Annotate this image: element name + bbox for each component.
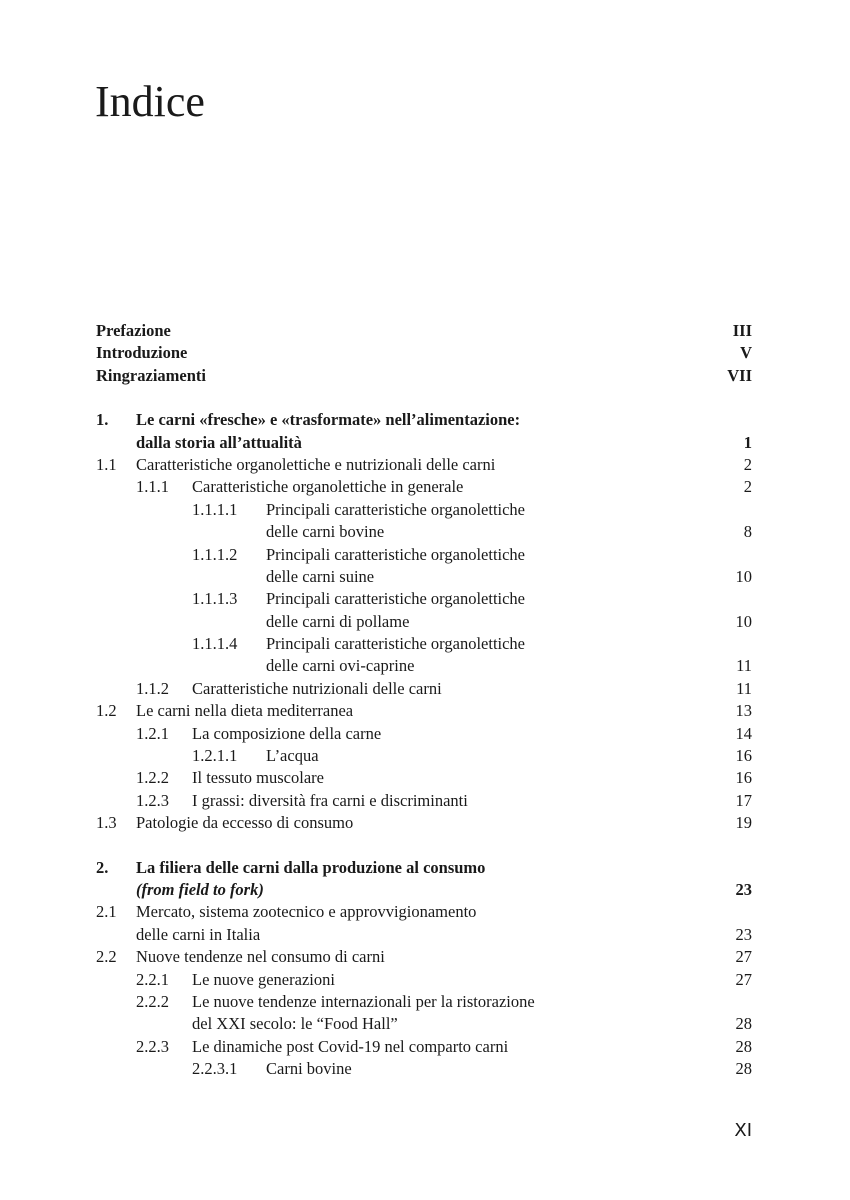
page-number: 10 xyxy=(735,611,752,631)
chapter-number: 1. xyxy=(96,410,109,430)
page-number: 23 xyxy=(735,924,752,944)
entry-title: Le dinamiche post Covid-19 nel comparto carni xyxy=(192,1036,509,1056)
entry-title: Mercato, sistema zootecnico e approvvigionamento xyxy=(136,902,477,922)
page-number: 8 xyxy=(743,522,752,542)
page-number: 28 xyxy=(735,1059,752,1079)
section-number: 2.2 xyxy=(96,947,117,967)
toc-entry-prefazione[interactable] xyxy=(96,320,752,342)
page-number: 1 xyxy=(743,432,752,452)
toc-entry[interactable] xyxy=(96,812,752,834)
entry-title: Principali caratteristiche organolettiche xyxy=(266,634,526,654)
toc-entry[interactable] xyxy=(96,633,752,655)
toc-chapter-1-cont[interactable] xyxy=(96,432,752,454)
entry-title: Caratteristiche nutrizionali delle carni xyxy=(192,678,442,698)
entry-title: del XXI secolo: le “Food Hall” xyxy=(192,1014,398,1034)
toc-entry[interactable] xyxy=(96,499,752,521)
toc-entry[interactable] xyxy=(96,946,752,968)
toc-entry[interactable] xyxy=(96,901,752,923)
page-number: 19 xyxy=(735,813,752,833)
page-number: 2 xyxy=(743,477,752,497)
spacer xyxy=(96,387,752,409)
page-number: 11 xyxy=(736,678,752,698)
section-number: 2.2.3 xyxy=(136,1036,169,1056)
toc-chapter-2-cont[interactable] xyxy=(96,879,752,901)
spacer xyxy=(96,835,752,857)
toc-entry[interactable] xyxy=(96,476,752,498)
section-number: 1.2 xyxy=(96,701,117,721)
section-number: 1.1.2 xyxy=(136,678,169,698)
toc-entry[interactable] xyxy=(96,588,752,610)
section-number: 1.1.1 xyxy=(136,477,169,497)
toc-entry[interactable] xyxy=(96,745,752,767)
entry-title: delle carni in Italia xyxy=(136,924,261,944)
page-number: 27 xyxy=(735,969,752,989)
section-number: 1.3 xyxy=(96,813,117,833)
page-title: Indice xyxy=(95,77,205,126)
section-number: 2.1 xyxy=(96,902,117,922)
entry-title: delle carni bovine xyxy=(266,522,385,542)
page-number: 16 xyxy=(735,768,752,788)
chapter-title: Le carni «fresche» e «trasformate» nell’alimentazione: xyxy=(136,410,521,430)
toc-entry[interactable] xyxy=(96,678,752,700)
page-number: 17 xyxy=(735,790,752,810)
section-number: 1.1.1.4 xyxy=(192,634,238,654)
entry-title: Introduzione xyxy=(96,343,188,363)
page-number: 2 xyxy=(743,454,752,474)
page-number: 10 xyxy=(735,566,752,586)
section-number: 1.2.3 xyxy=(136,790,169,810)
entry-title: Il tessuto muscolare xyxy=(192,768,324,788)
toc-chapter-2[interactable] xyxy=(96,857,752,879)
toc-entry[interactable] xyxy=(96,969,752,991)
section-number: 1.1.1.3 xyxy=(192,589,238,609)
entry-title: L’acqua xyxy=(266,746,319,766)
entry-title: Caratteristiche organolettiche e nutrizionali delle carni xyxy=(136,454,496,474)
entry-title: Le nuove generazioni xyxy=(192,969,335,989)
section-number: 2.2.2 xyxy=(136,991,169,1011)
section-number: 1.1.1.1 xyxy=(192,499,238,519)
entry-title: delle carni di pollame xyxy=(266,611,410,631)
page-number: 11 xyxy=(736,656,752,676)
entry-title: Principali caratteristiche organolettiche xyxy=(266,499,526,519)
toc-entry[interactable] xyxy=(96,790,752,812)
chapter-title: (from field to fork) xyxy=(136,879,264,899)
entry-title: delle carni ovi-caprine xyxy=(266,656,415,676)
page-number: VII xyxy=(727,365,752,385)
entry-title: Carni bovine xyxy=(266,1059,352,1079)
entry-title: delle carni suine xyxy=(266,566,375,586)
section-number: 1.2.1.1 xyxy=(192,746,238,766)
section-number: 1.1.1.2 xyxy=(192,544,238,564)
toc-entry[interactable] xyxy=(96,723,752,745)
section-number: 2.2.1 xyxy=(136,969,169,989)
page-number: 16 xyxy=(735,746,752,766)
toc-entry[interactable] xyxy=(96,544,752,566)
toc-entry-ringraziamenti[interactable] xyxy=(96,365,752,387)
page-number: 13 xyxy=(735,701,752,721)
toc-entry-introduzione[interactable] xyxy=(96,342,752,364)
page-number: 28 xyxy=(735,1014,752,1034)
page-number: 27 xyxy=(735,947,752,967)
toc-chapter-1[interactable] xyxy=(96,409,752,431)
entry-title: Principali caratteristiche organolettiche xyxy=(266,589,526,609)
entry-title: Le carni nella dieta mediterranea xyxy=(136,701,354,721)
entry-title: Principali caratteristiche organolettiche xyxy=(266,544,526,564)
entry-title: La composizione della carne xyxy=(192,723,382,743)
toc-entry-cont[interactable] xyxy=(96,611,752,633)
entry-title: Caratteristiche organolettiche in generale xyxy=(192,477,464,497)
entry-title: Prefazione xyxy=(96,321,171,340)
toc-entry-cont[interactable] xyxy=(96,1013,752,1035)
toc-entry[interactable] xyxy=(96,700,752,722)
toc-entry[interactable] xyxy=(96,1058,752,1080)
chapter-title: La filiera delle carni dalla produzione al consumo xyxy=(136,857,486,877)
section-number: 1.1 xyxy=(96,454,117,474)
entry-title: Ringraziamenti xyxy=(96,365,206,385)
chapter-number: 2. xyxy=(96,857,109,877)
page-number: 14 xyxy=(735,723,752,743)
page-number: III xyxy=(732,321,752,340)
toc-entry[interactable] xyxy=(96,454,752,476)
toc-entry[interactable] xyxy=(96,1036,752,1058)
toc-entry[interactable] xyxy=(96,767,752,789)
toc-entry[interactable] xyxy=(96,991,752,1013)
toc-entry-cont[interactable] xyxy=(96,521,752,543)
section-number: 2.2.3.1 xyxy=(192,1059,238,1079)
page-number: 28 xyxy=(735,1036,752,1056)
table-of-contents xyxy=(96,320,752,1081)
page-folio: XI xyxy=(734,1120,752,1141)
chapter-title: dalla storia all’attualità xyxy=(136,432,302,452)
toc-entry-cont[interactable] xyxy=(96,566,752,588)
page-number: 23 xyxy=(735,879,752,899)
page-number: V xyxy=(740,343,752,363)
section-number: 1.2.2 xyxy=(136,768,169,788)
entry-title: I grassi: diversità fra carni e discriminanti xyxy=(192,790,468,810)
entry-title: Le nuove tendenze internazionali per la ristorazione xyxy=(192,991,535,1011)
entry-title: Patologie da eccesso di consumo xyxy=(136,813,354,833)
toc-entry-cont[interactable] xyxy=(96,655,752,677)
section-number: 1.2.1 xyxy=(136,723,169,743)
entry-title: Nuove tendenze nel consumo di carni xyxy=(136,947,385,967)
toc-entry-cont[interactable] xyxy=(96,924,752,946)
